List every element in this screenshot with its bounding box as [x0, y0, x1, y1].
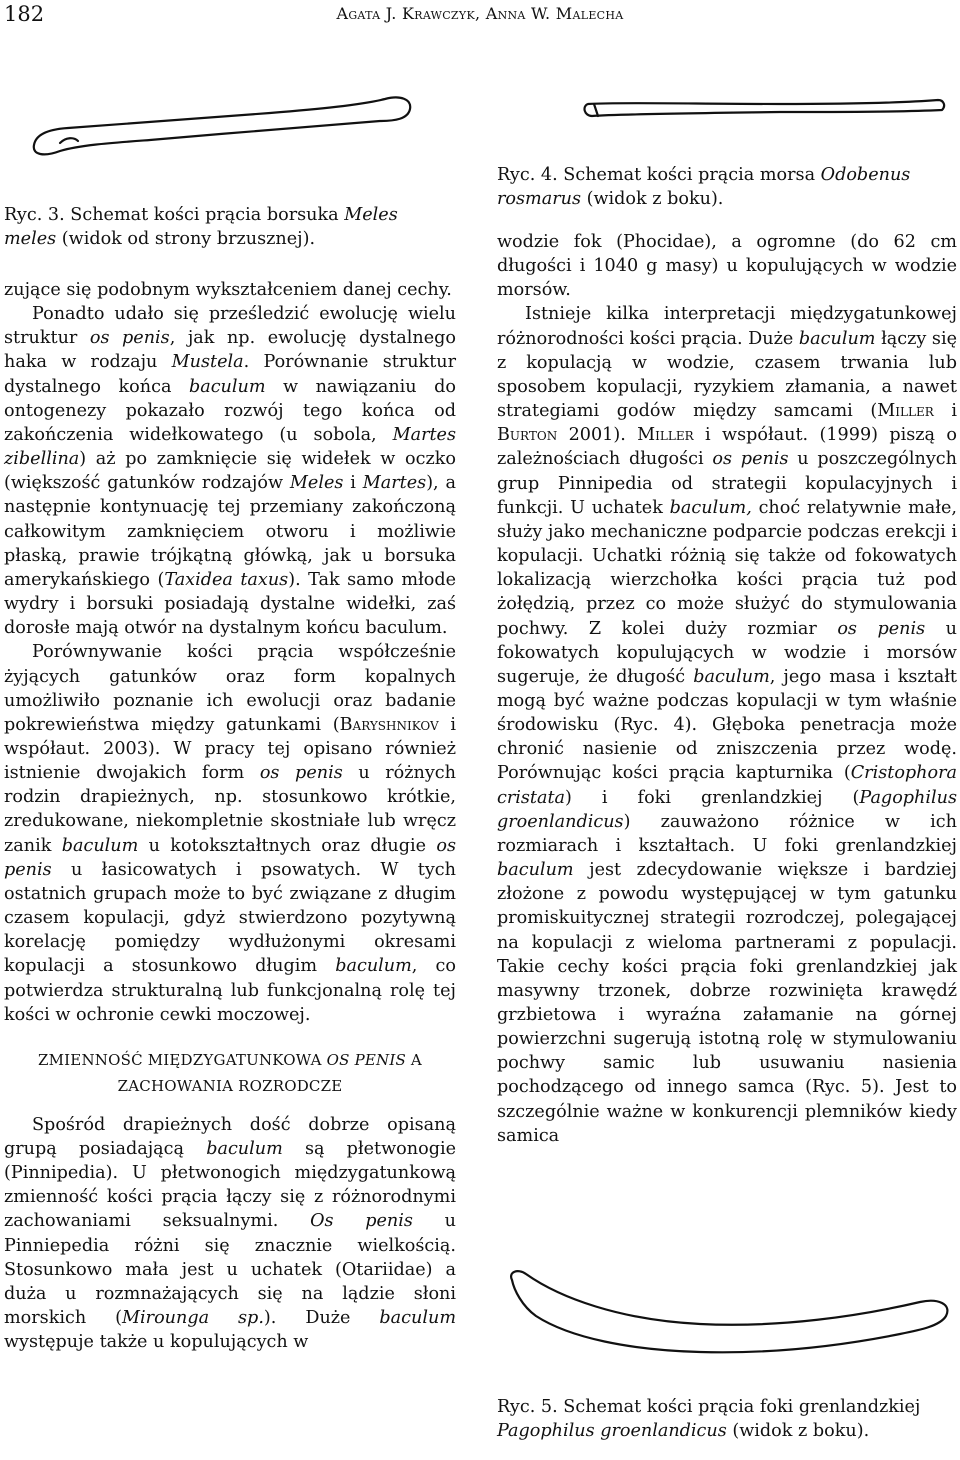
section-heading: ZMIENNOŚĆ MIĘDZYGATUNKOWA OS PENIS A ZACHOWANIA ROZRODCZE [38, 1050, 422, 1095]
page-number: 182 [4, 2, 45, 26]
caption-text: (widok z boku). [726, 1421, 870, 1441]
right-column [497, 230, 957, 1148]
figure-5-harp-seal-baculum [500, 1258, 960, 1368]
caption-text: (widok z boku). [580, 189, 724, 209]
figure-3-badger-baculum [30, 85, 420, 165]
caption-species: Pagophilus groenlandicus [497, 1421, 727, 1441]
paragraph: Ponadto udało się prześledzić ewolucję wielu struktur os penis, jak np. ewolucję dystalnego haka w rodzaju Mustela. Porównanie struktur dystalnego końca baculum w nawiązaniu do ontogenezy pokazało rozwój tego końca od zakończenia widełkowatego (u sobola, Martes zibellina) aż po zamknięcie się widełek w oczko (większość gatunków rodzajów Meles i Martes), a następnie kontynuację tej przemiany zakończoną całkowitym zamknięciem otworu i możliwie płaską, prawie trójkątną główką, jak u borsuka amerykańskiego (Taxidea taxus). Tak samo młode wydry i borsuki posiadają dystalne widełki, zaś dorosłe mają otwór na dystalnym końcu baculum. [4, 304, 457, 639]
caption-text: (widok od strony brzusznej). [56, 229, 316, 249]
figure-4-caption [497, 163, 957, 211]
caption-text: Ryc. 3. Schemat kości prącia borsuka [4, 205, 345, 225]
running-head: Agata J. Krawczyk, Anna W. Malecha [336, 4, 624, 23]
paragraph: zujące się podobnym wykształceniem danej cechy. [4, 280, 452, 300]
paragraph: wodzie fok (Phocidae), a ogromne (do 62 cm długości i 1040 g masy) u kopulujących w wodzie morsów. [497, 232, 957, 301]
left-column [4, 278, 456, 1354]
paragraph: Porównywanie kości prącia współcześnie żyjących gatunków oraz form kopalnych umożliwiło poznanie ich ewolucji oraz badanie pokrewieństwa między gatunkami (Baryshnikov i współaut. 2003). W pracy tej opisano również istnienie dwojakich form os penis u różnych rodzin drapieżnych, np. stosunkowo krótkie, zredukowane, niekompletnie skostniałe lub wręcz zanik baculum u kotokształtnych oraz długie os penis u łasicowatych i psowatych. W tych ostatnich grupach może to być związane z długim czasem kopulacji, gdyż stwierdzono pozytywną korelację pomiędzy wydłużonymi okresami kopulacji a stosunkowo długim baculum, co potwierdza strukturalną lub funkcjonalną rolę tej kości w ochronie cewki moczowej. [4, 642, 456, 1025]
paragraph: Istnieje kilka interpretacji międzygatunkowej różnorodności kości prącia. Duże baculum łączy się z kopulacją w wodzie, czasem trwania lub sposobem kopulacji, ryzykiem złamania, a nawet strategiami godów między samcami (Miller i Burton 2001). Miller i współaut. (1999) piszą o zależnościach długości os penis u poszczególnych grup Pinnipedia od strategii kopulacyjnych i funkcji. U uchatek baculum, choć relatywnie małe, służy jako mechaniczne podparcie podczas erekcji i kopulacji. Uchatki różnią się także od fokowatych lokalizacją wierzchołka kości prącia tuż pod żołędzią, przez co może służyć do stymulowania pochwy. Z kolei duży rozmiar os penis u fokowatych kopulujących w wodzie i morsów sugeruje, że długość baculum, jego masa i kształt mogą być ważne podczas kopulacji w tym właśnie środowisku (Ryc. 4). Głęboka penetracja może chronić nasienie od zniszczenia przez wodę. Porównując kości prącia kapturnika (Cristophora cristata) i foki grenlandzkiej (Pagophilus groenlandicus) zauważono różnice w ich rozmiarach i kształtach. U foki grenlandzkiej baculum jest zdecydowanie większe i bardziej złożone z powodu występującej w tym gatunku promiskuitycznej strategii rozrodczej, polegającej na kopulacji z wieloma partnerami z populacji. Takie cechy kości prącia foki grenlandzkiej jak masywny trzonek, dobrze rozwinięta krawędź grzbietowa i wyraźna załamanie na górnej powierzchni sugerują istotną rolę w stymulowaniu pochwy samic lub usuwaniu nasienia pochodzącego od innego samca (Ryc. 5). Jest to szczególnie ważne w konkurencji plemników kiedy samica [497, 304, 958, 1146]
paragraph: Spośród drapieżnych dość dobrze opisaną grupą posiadającą baculum są płetwonogie (Pinnipedia). U płetwonogich międzygatunkową zmienność kości prącia łączy się z różnorodnymi zachowaniami seksualnymi. Os penis u Pinniepedia różni się znacznie wielkością. Stosunkowo mała jest u uchatek (Otariidae) a duża u rozmnażających się na lądzie słoni morskich (Mirounga sp.). Duże baculum występuje także u kopulujących w [4, 1114, 456, 1353]
figure-4-walrus-baculum [580, 92, 950, 132]
caption-text: Ryc. 5. Schemat kości prącia foki grenlandzkiej [497, 1397, 921, 1417]
figure-5-caption [497, 1395, 957, 1443]
page-header [0, 0, 960, 30]
figure-3-caption [4, 203, 454, 251]
caption-species: Odobenus rosmarus [497, 165, 911, 209]
caption-text: Ryc. 4. Schemat kości prącia morsa [497, 165, 821, 185]
caption-species: Meles meles [4, 205, 398, 249]
